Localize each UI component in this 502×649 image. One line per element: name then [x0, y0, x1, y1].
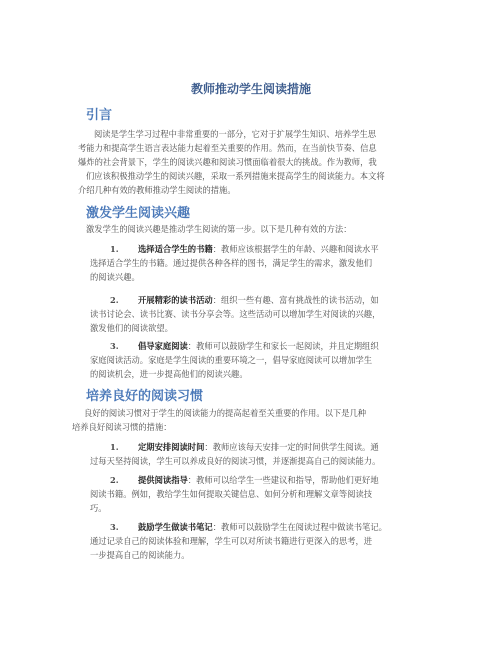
text-line: 介绍几种有效的教师推动学生阅读的措施。: [78, 185, 236, 195]
text-line: 阅读是学生学习过程中非常重要的一部分，它对于扩展学生知识、培养学生思: [94, 129, 377, 139]
text-line: 激发他们的阅读欲望。: [90, 323, 173, 333]
document-title: 教师推动学生阅读措施: [190, 82, 311, 96]
item-term: 开展精彩的读书活动: [138, 295, 213, 305]
item-number: 3.: [110, 341, 119, 351]
text-line: 爆炸的社会背景下，学生的阅读兴趣和阅读习惯面临着很大的挑战。作为教师，我: [78, 157, 377, 167]
text-line: 家庭阅读活动。家庭是学生阅读的重要环境之一，倡导家庭阅读可以增加学生: [90, 355, 373, 365]
text-line: ：教师应该每天安排一定的时间供学生阅读。通: [204, 442, 379, 452]
list-item: [90, 440, 430, 468]
intro-paragraph: [78, 127, 416, 197]
item-term: 倡导家庭阅读: [138, 341, 188, 351]
item-number: 1.: [110, 244, 119, 254]
text-line: 良好的阅读习惯对于学生的阅读能力的提高起着至关重要的作用。以下是几种: [84, 408, 367, 418]
list-item: [90, 520, 430, 562]
text-line: 的阅读机会，进一步提高他们的阅读兴趣。: [90, 369, 248, 379]
section-heading-habits: 培养良好的阅读习惯: [86, 389, 204, 404]
item-term: 提供阅读指导: [138, 475, 188, 485]
item-number: 3.: [110, 522, 119, 532]
text-line: 们应该积极推动学生的阅读兴趣，采取一系列措施来提高学生的阅读能力。本文将: [86, 171, 385, 181]
text-line: 的阅读兴趣。: [90, 272, 140, 282]
text-line: 选择适合学生的书籍。通过提供各种各样的图书，满足学生的需求，激发他们: [90, 258, 373, 268]
text-line: 通过记录自己的阅读体验和理解，学生可以对所读书籍进行更深入的思考，进: [90, 536, 373, 546]
text-line: 巧。: [90, 503, 107, 513]
text-line: ：教师可以给学生一些建议和指导，帮助他们更好地: [187, 475, 379, 485]
text-line: 过每天坚持阅读，学生可以养成良好的阅读习惯，并逐渐提高自己的阅读能力。: [90, 456, 381, 466]
text-line: 读书讨论会、读书比赛、读书分享会等。这些活动可以增加学生对阅读的兴趣，: [90, 309, 381, 319]
item-term: 鼓励学生做读书笔记: [138, 522, 213, 532]
habits-intro-paragraph: [72, 406, 436, 434]
item-term: 选择适合学生的书籍: [138, 244, 213, 254]
text-line: 阅读书籍。例如，教给学生如何提取关键信息、如何分析和理解文章等阅读技: [90, 489, 373, 499]
item-number: 2.: [110, 475, 119, 485]
text-line: ：教师可以鼓励学生和家长一起阅读，并且定期组织: [187, 341, 379, 351]
text-line: 一步提高自己的阅读能力。: [90, 550, 190, 560]
text-line: ：教师可以鼓励学生在阅读过程中做读书笔记。: [212, 522, 387, 532]
list-item: [90, 293, 430, 335]
text-line: 考能力和提高学生语言表达能力起着至关重要的作用。然而，在当前快节奏、信息: [78, 143, 377, 153]
item-number: 2.: [110, 295, 119, 305]
text-line: ：教师应该根据学生的年龄、兴趣和阅读水平: [212, 244, 379, 254]
list-item: [90, 339, 430, 381]
item-number: 1.: [110, 442, 119, 452]
text-line: 激发学生的阅读兴趣是推动学生阅读的第一步。以下是几种有效的方法：: [86, 224, 352, 234]
text-line: 培养良好阅读习惯的措施：: [72, 422, 172, 432]
interest-intro-paragraph: [86, 222, 416, 236]
text-line: ：组织一些有趣、富有挑战性的读书活动，如: [212, 295, 379, 305]
section-heading-interest: 激发学生阅读兴趣: [86, 206, 191, 221]
section-heading-intro: 引言: [86, 108, 113, 123]
item-term: 定期安排阅读时间: [138, 442, 205, 452]
list-item: [90, 473, 430, 515]
list-item: [90, 242, 430, 284]
